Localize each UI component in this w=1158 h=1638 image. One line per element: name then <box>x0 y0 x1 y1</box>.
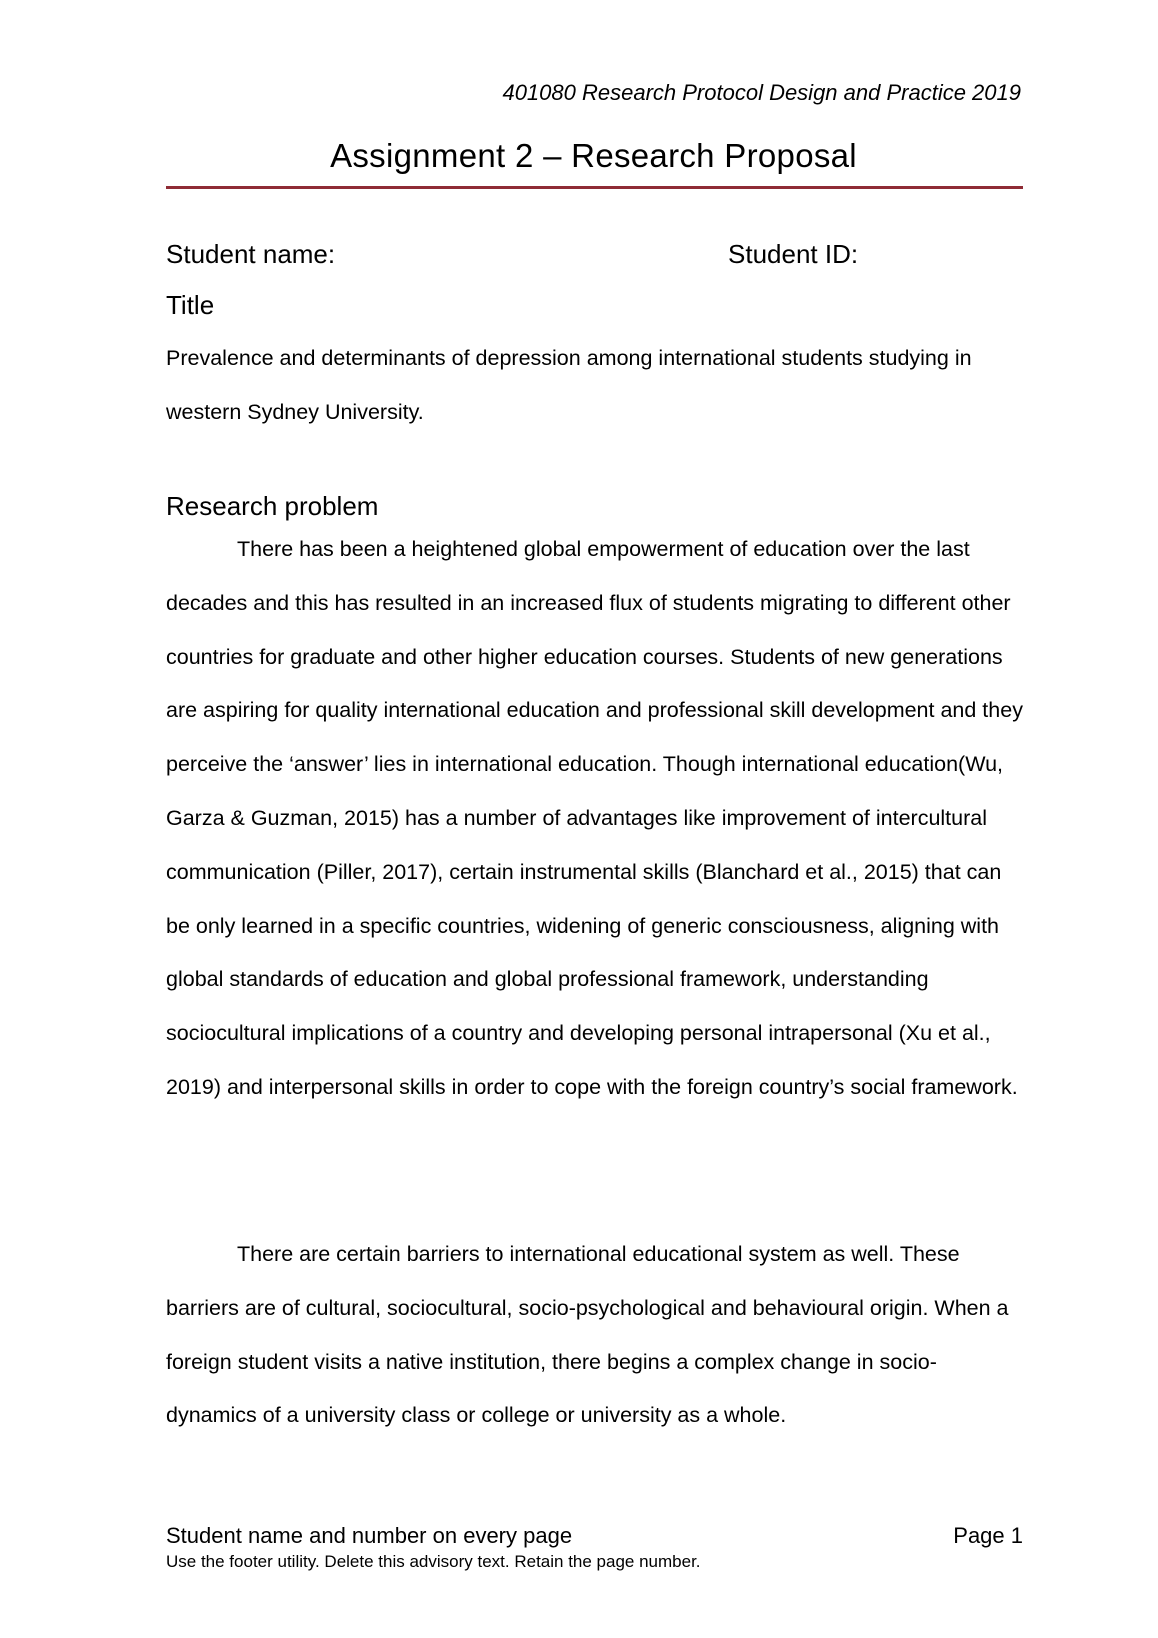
document-title: Assignment 2 – Research Proposal <box>330 137 857 174</box>
research-problem-heading: Research problem <box>166 491 379 521</box>
footer-student-info: Student name and number on every page <box>166 1523 573 1548</box>
research-problem-paragraph-1: There has been a heightened global empowerment of education over the last decades and this has resulted in an increased flux of students migrating to different other countries for graduate and other higher education courses. Students of new generations are aspiring for quality international education and professional skill development and they perceive the ‘answer’ lies in international education. Though international education(Wu, Garza & Guzman, 2015) has a number of advantages like improvement of intercultural communication (Piller, 2017), certain instrumental skills (Blanchard et al., 2015) that can be only learned in a specific countries, widening of generic consciousness, aligning with global standards of education and global professional framework, understanding sociocultural implications of a country and developing personal intrapersonal (Xu et al., 2019) and interpersonal skills in order to cope with the foreign country’s social framework. <box>166 537 1023 1099</box>
student-name-label: Student name: <box>166 239 336 269</box>
research-problem-paragraph-2: There are certain barriers to international educational system as well. These barriers are of cultural, sociocultural, socio-psychological and behavioural origin. When a foreign student visits a native institution, there begins a complex change in socio-dynamics of a university class or college or university as a whole. <box>166 1242 1009 1428</box>
title-divider <box>166 186 1023 189</box>
course-header: 401080 Research Protocol Design and Practice 2019 <box>502 80 1021 105</box>
footer-page-number: Page 1 <box>953 1523 1023 1548</box>
title-heading: Title <box>166 290 215 320</box>
student-id-label: Student ID: <box>728 239 859 269</box>
title-text: Prevalence and determinants of depression among international students studying in western Sydney University. <box>166 346 972 424</box>
footer-advisory-note: Use the footer utility. Delete this advisory text. Retain the page number. <box>166 1552 701 1571</box>
